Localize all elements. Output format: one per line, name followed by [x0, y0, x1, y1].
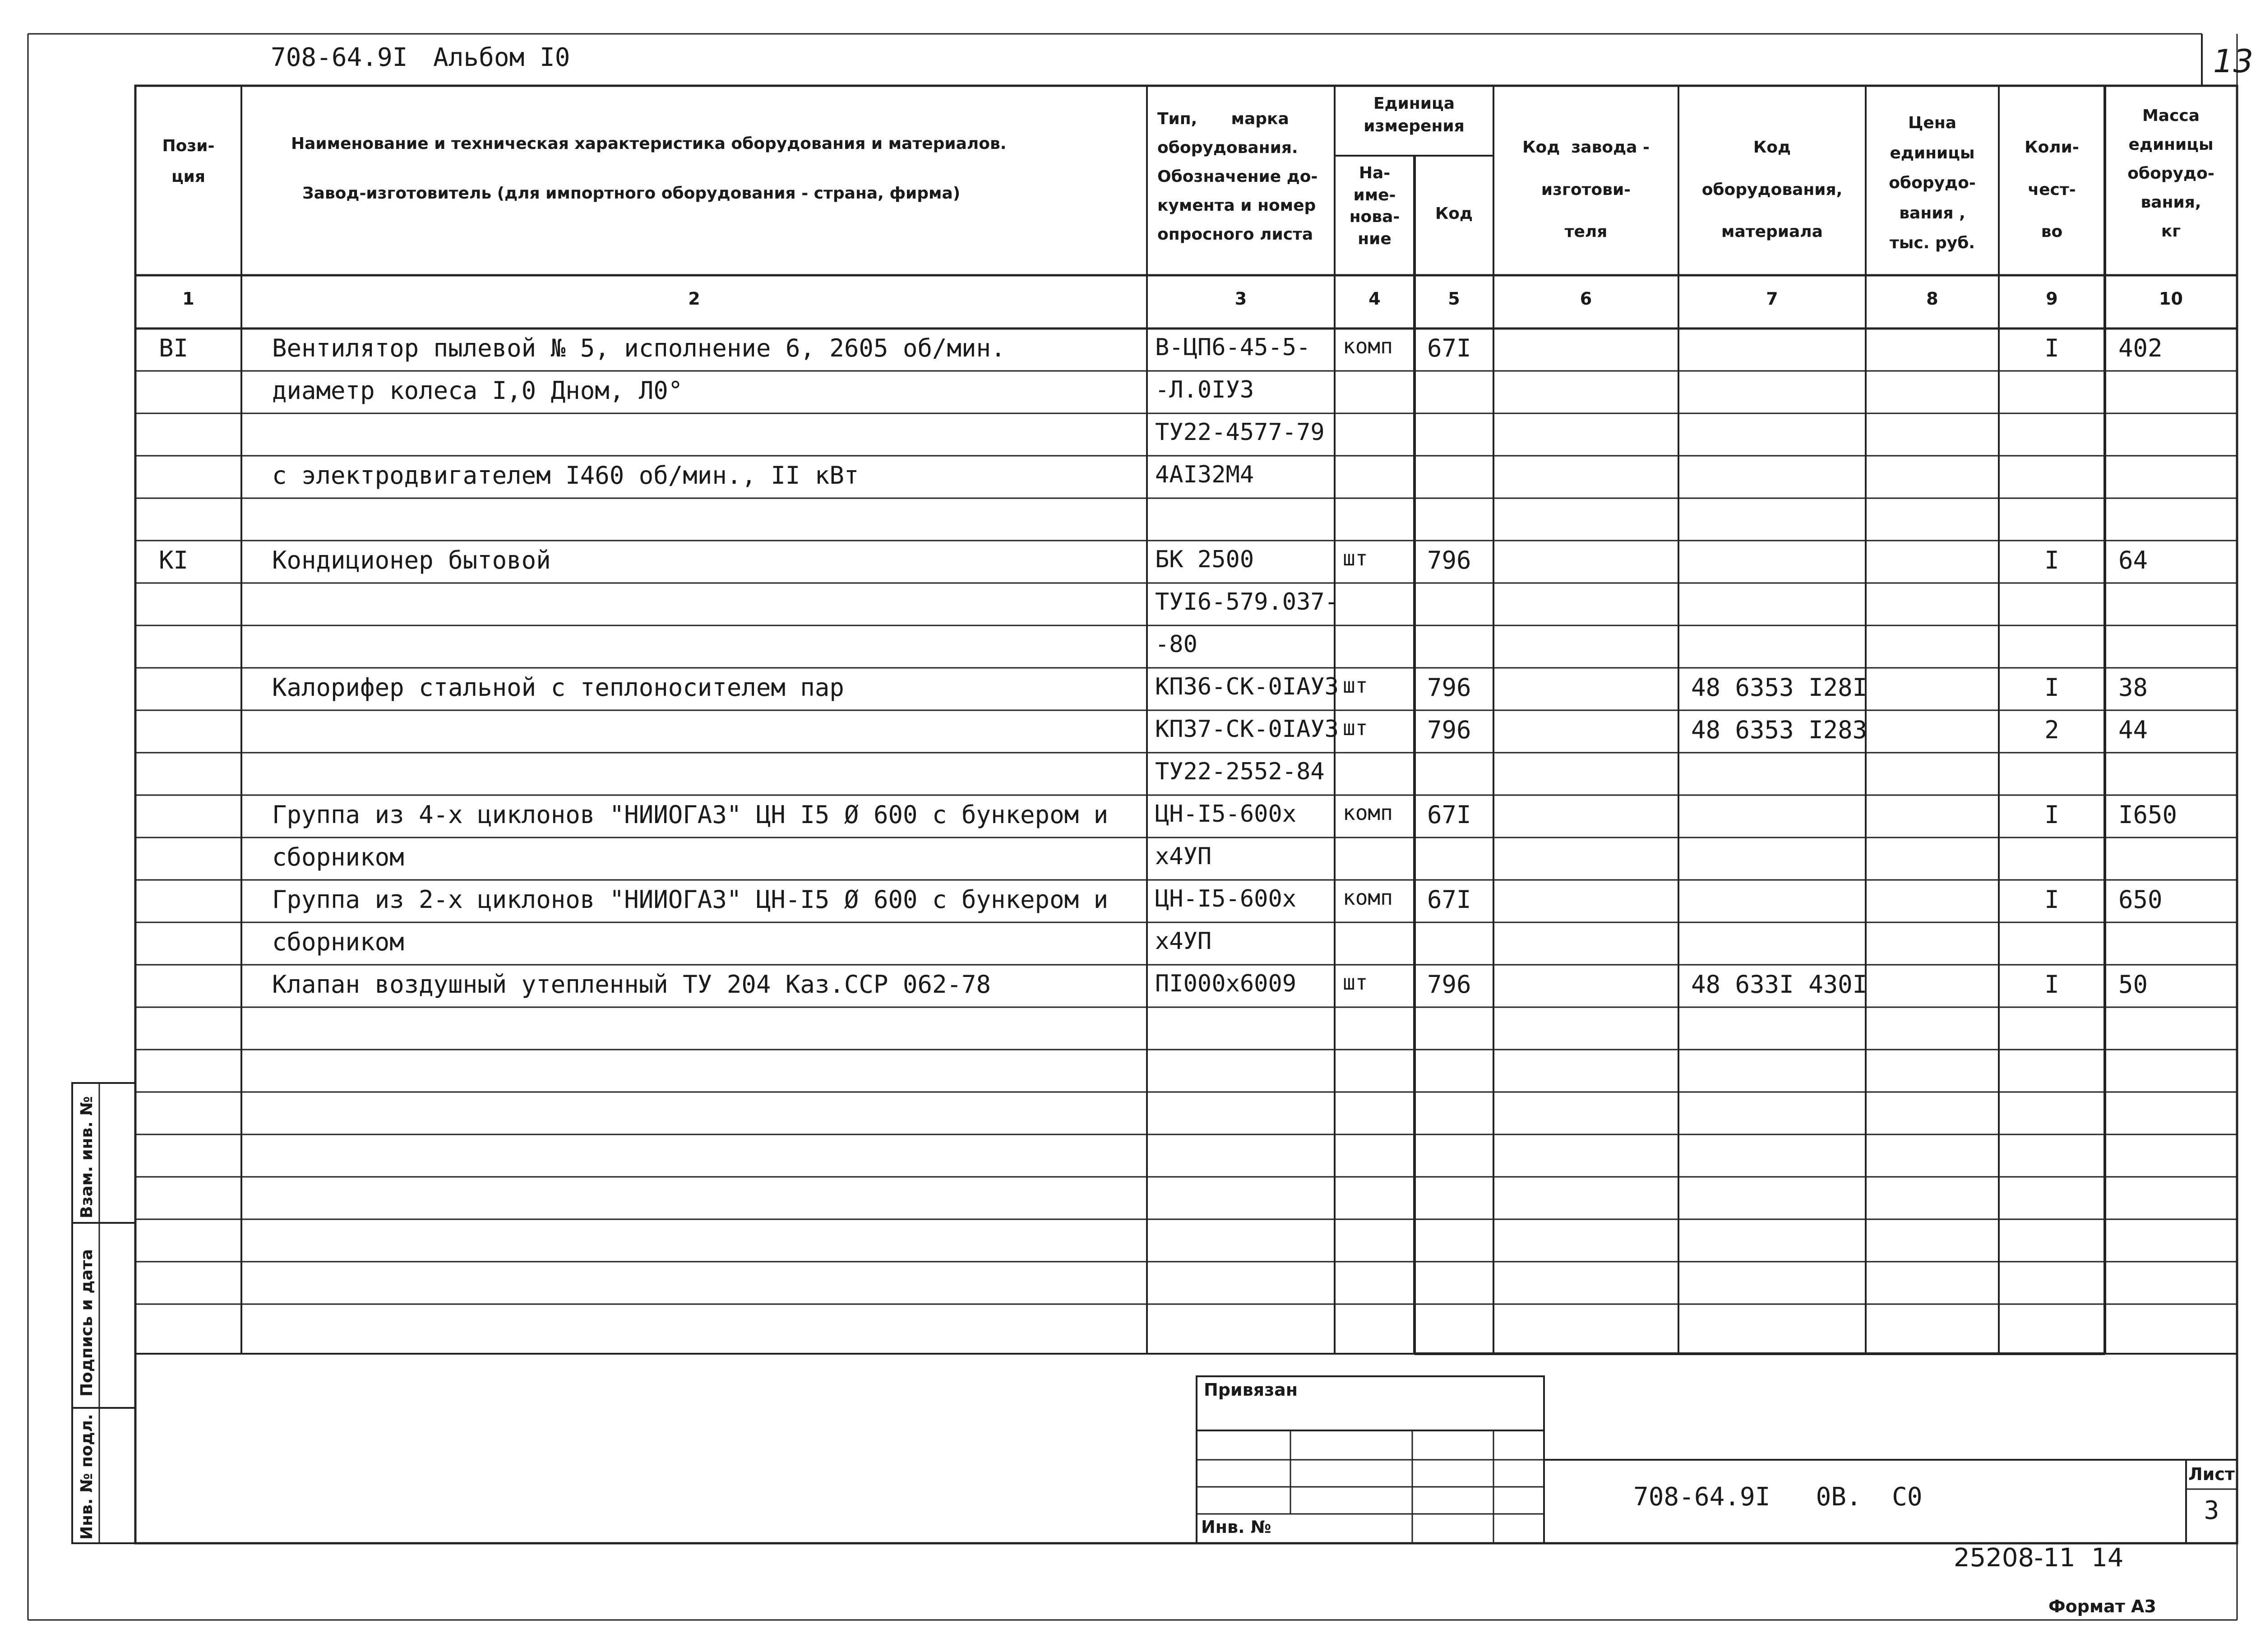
header-unit-group: Единица измерения [1364, 94, 1465, 136]
header-type: Тип, марка оборудования. Обозначение до- кумента и номер опросного листа [1157, 110, 1318, 244]
stamp-signature-date: Подпись и дата [78, 1249, 96, 1397]
drawing-designation: 708-64.9I 0В. С0 [1633, 1482, 1923, 1512]
cell-type: ЦН-I5-600х [1155, 885, 1297, 912]
cell-name: сборником [272, 843, 404, 871]
colnum-2: 2 [688, 289, 700, 309]
cell-equip: 48 633I 430I [1691, 970, 1868, 999]
cell-unit: комп [1343, 801, 1393, 825]
album-label: Альбом I0 [433, 43, 570, 72]
header-name-line1: Наименование и техническая характеристика оборудования и материалов. [291, 134, 1007, 153]
cell-name: сборником [272, 928, 404, 956]
header-unit-name: На- име- нова- ние [1349, 164, 1400, 248]
colnum-3: 3 [1234, 289, 1247, 309]
archive-number: 25208-11 14 [1954, 1543, 2124, 1573]
cell-mass: 50 [2118, 970, 2148, 999]
cell-type: ТУ22-2552-84 [1155, 758, 1325, 785]
cell-code: 796 [1427, 970, 1471, 999]
cell-name: с электродвигателем I460 об/мин., II кВт [272, 461, 859, 490]
cell-mass: I650 [2118, 801, 2177, 829]
cell-type: В-ЦП6-45-5- [1155, 334, 1311, 361]
colnum-7: 7 [1766, 289, 1778, 309]
cell-type: 4АI32М4 [1155, 461, 1254, 488]
cell-equip: 48 6353 I28I [1691, 673, 1868, 702]
colnum-5: 5 [1448, 289, 1460, 309]
doc-reference: 708-64.9I [271, 43, 408, 72]
cell-type: -80 [1155, 631, 1197, 658]
cell-name: Калорифер стальной с теплоносителем пар [272, 673, 844, 702]
cell-name: диаметр колеса I,0 Дном, Л0° [272, 376, 683, 405]
cell-qty: 2 [2044, 716, 2059, 744]
header-name-line2: Завод-изготовитель (для импортного оборудования - страна, фирма) [302, 184, 961, 203]
header-position: Пози- ция [162, 137, 215, 186]
cell-name: Группа из 2-х циклонов "НИИОГАЗ" ЦН-I5 Ø 600 с бункером и [272, 885, 1109, 914]
cell-unit: шт [1343, 970, 1368, 995]
cell-type: ЦН-I5-600х [1155, 801, 1297, 828]
header-unit-code: Код [1435, 204, 1473, 223]
paper-format: Формат А3 [2048, 1596, 2156, 1616]
stamp-replaced-inv: Взам. инв. № [78, 1096, 96, 1218]
cell-type: х4УП [1155, 928, 1212, 955]
cell-code: 796 [1427, 716, 1471, 744]
cell-mass: 402 [2118, 334, 2163, 362]
cell-code: 796 [1427, 546, 1471, 574]
cell-type: КП36-СК-0IАУЗ [1155, 673, 1339, 700]
cell-qty: I [2044, 970, 2059, 999]
cell-type: ТУI6-579.037- [1155, 588, 1339, 615]
cell-equip: 48 6353 I283 [1691, 716, 1868, 744]
cell-mass: 38 [2118, 673, 2148, 702]
header-unit-mass: Масса единицы оборудо- вания, кг [2127, 106, 2214, 241]
inventory-number-label: Инв. № [1201, 1517, 1271, 1537]
cell-mass: 44 [2118, 716, 2148, 744]
cell-name: Вентилятор пылевой № 5, исполнение 6, 2605 об/мин. [272, 334, 1006, 362]
cell-name: Кондиционер бытовой [272, 546, 551, 574]
cell-qty: I [2044, 546, 2059, 574]
cell-type: БК 2500 [1155, 546, 1254, 573]
cell-unit: шт [1343, 546, 1368, 570]
cell-qty: I [2044, 801, 2059, 829]
cell-mass: 650 [2118, 885, 2163, 914]
header-unit-price: Цена единицы оборудо- вания , тыс. руб. [1889, 114, 1976, 253]
cell-code: 67I [1427, 801, 1471, 829]
stamp-original-inv: Инв. № подл. [78, 1414, 96, 1540]
cell-type: ТУ22-4577-79 [1155, 419, 1325, 446]
attached-label: Привязан [1204, 1380, 1298, 1400]
cell-qty: I [2044, 673, 2059, 702]
cell-unit: шт [1343, 716, 1368, 740]
cell-type: -Л.0IУЗ [1155, 376, 1254, 403]
header-quantity: Коли- чест- во [2025, 138, 2079, 241]
colnum-1: 1 [182, 289, 194, 309]
colnum-10: 10 [2159, 289, 2183, 309]
cell-code: 796 [1427, 673, 1471, 702]
cell-name: Группа из 4-х циклонов "НИИОГАЗ" ЦН I5 Ø 600 с бункером и [272, 801, 1109, 829]
cell-pos: BI [159, 334, 189, 362]
cell-code: 67I [1427, 885, 1471, 914]
cell-unit: комп [1343, 334, 1393, 358]
colnum-8: 8 [1926, 289, 1938, 309]
cell-pos: KI [159, 546, 189, 574]
sheet-label: Лист [2188, 1464, 2235, 1484]
cell-type: КП37-СК-0IАУЗ [1155, 716, 1339, 743]
header-plant-code: Код завода - изготови- теля [1522, 138, 1650, 241]
sheet-number: 3 [2204, 1496, 2219, 1525]
cell-qty: I [2044, 334, 2059, 362]
colnum-6: 6 [1580, 289, 1592, 309]
cell-qty: I [2044, 885, 2059, 914]
cell-mass: 64 [2118, 546, 2148, 574]
cell-type: ПI000х6009 [1155, 970, 1297, 997]
cell-unit: шт [1343, 673, 1368, 698]
handwritten-page-number: 13 [2213, 43, 2254, 80]
cell-name: Клапан воздушный утепленный ТУ 204 Каз.ССР 062-78 [272, 970, 991, 999]
cell-code: 67I [1427, 334, 1471, 362]
colnum-4: 4 [1368, 289, 1381, 309]
header-equipment-code: Код оборудования, материала [1701, 138, 1843, 241]
cell-type: х4УП [1155, 843, 1212, 870]
cell-unit: комп [1343, 885, 1393, 910]
colnum-9: 9 [2046, 289, 2058, 309]
